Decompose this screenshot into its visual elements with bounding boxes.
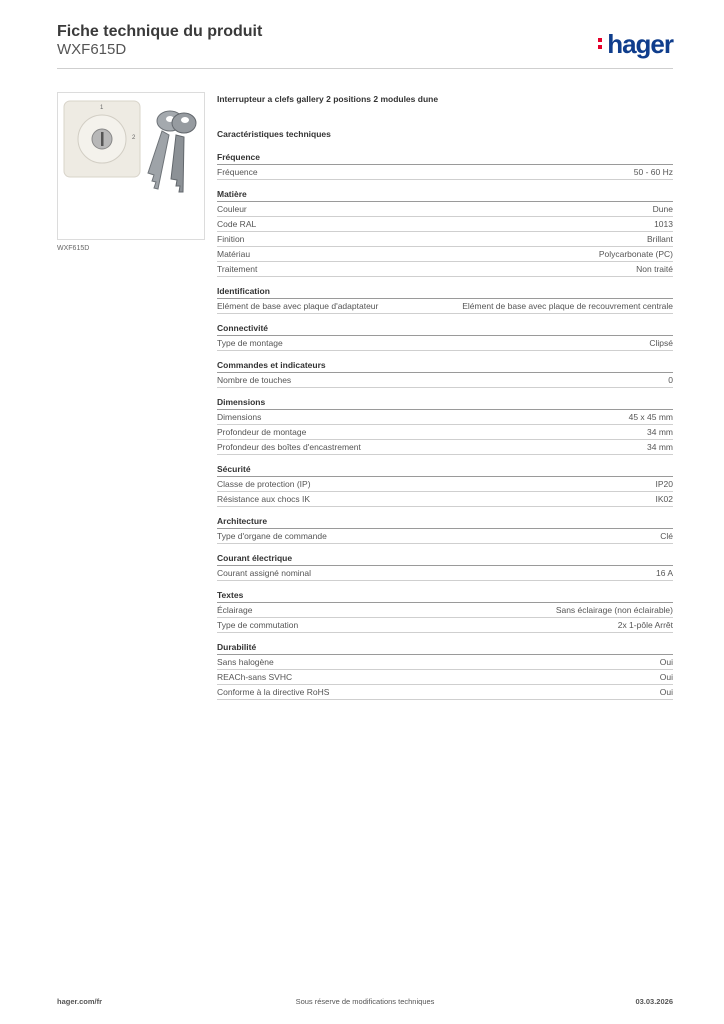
- spec-row: [217, 262, 673, 277]
- spec-label: Profondeur des boîtes d'encastrement: [217, 442, 361, 452]
- spec-value: 2x 1-pôle Arrêt: [617, 620, 673, 630]
- spec-section: [217, 515, 673, 544]
- spec-row: [217, 336, 673, 351]
- spec-row: [217, 655, 673, 670]
- spec-section: [217, 641, 673, 700]
- footer-date: 03.03.2026: [635, 997, 673, 1006]
- spec-section: [217, 359, 673, 388]
- spec-row: [217, 440, 673, 455]
- page-header: [57, 22, 673, 69]
- section-title: Textes: [217, 589, 673, 603]
- spec-label: Dimensions: [217, 412, 262, 422]
- spec-value: 45 x 45 mm: [628, 412, 673, 422]
- spec-label: Sans halogène: [217, 657, 274, 667]
- spec-label: Nombre de touches: [217, 375, 292, 385]
- spec-row: [217, 618, 673, 633]
- spec-row: [217, 165, 673, 180]
- spec-row: [217, 670, 673, 685]
- footer-website[interactable]: hager.com/fr: [57, 997, 103, 1006]
- section-title: Matière: [217, 188, 673, 202]
- spec-row: [217, 477, 673, 492]
- second-key-icon: [171, 113, 196, 192]
- spec-label: Traitement: [217, 264, 258, 274]
- spec-row: [217, 247, 673, 262]
- spec-value: Oui: [659, 657, 673, 667]
- tech-characteristics-title: Caractéristiques techniques: [217, 129, 331, 139]
- spec-label: Finition: [217, 234, 245, 244]
- product-name: Interrupteur a clefs gallery 2 positions 2 modules dune: [217, 94, 439, 104]
- spec-label: Couleur: [217, 204, 247, 214]
- spec-label: Type de commutation: [217, 620, 299, 630]
- section-title: Sécurité: [217, 463, 673, 477]
- section-title: Fréquence: [217, 151, 673, 165]
- section-title: Architecture: [217, 515, 673, 529]
- spec-value: Sans éclairage (non éclairable): [555, 605, 673, 615]
- spec-section: [217, 285, 673, 314]
- spec-value: Dune: [652, 204, 673, 214]
- spec-row: [217, 566, 673, 581]
- spec-label: Éclairage: [217, 605, 253, 615]
- section-title: Identification: [217, 285, 673, 299]
- spec-value: Non traité: [636, 264, 673, 274]
- spec-label: Type d'organe de commande: [217, 531, 327, 541]
- spec-section: [217, 552, 673, 581]
- spec-row: [217, 685, 673, 700]
- spec-label: Courant assigné nominal: [217, 568, 312, 578]
- footer-disclaimer: Sous réserve de modifications techniques: [295, 997, 435, 1006]
- spec-value: 34 mm: [647, 427, 673, 437]
- spec-row: [217, 232, 673, 247]
- spec-content: [217, 94, 673, 700]
- spec-label: Matériau: [217, 249, 251, 259]
- spec-row: [217, 529, 673, 544]
- spec-section: [217, 322, 673, 351]
- spec-value: Clé: [660, 531, 673, 541]
- spec-value: Oui: [659, 672, 673, 682]
- spec-value: 50 - 60 Hz: [633, 167, 673, 177]
- section-title: Courant électrique: [217, 552, 673, 566]
- spec-row: [217, 492, 673, 507]
- spec-value: Polycarbonate (PC): [598, 249, 673, 259]
- spec-value: 34 mm: [647, 442, 673, 452]
- document-title: Fiche technique du produit: [57, 23, 263, 40]
- spec-row: [217, 425, 673, 440]
- section-title: Durabilité: [217, 641, 673, 655]
- spec-row: [217, 217, 673, 232]
- spec-row: [217, 202, 673, 217]
- spec-label: Résistance aux chocs IK: [217, 494, 311, 504]
- spec-label: Conforme à la directive RoHS: [217, 687, 330, 697]
- spec-row: [217, 299, 673, 314]
- position-label-2: 2: [132, 135, 136, 141]
- spec-label: Type de montage: [217, 338, 283, 348]
- spec-section: [217, 188, 673, 277]
- logo-dots-icon: [598, 38, 603, 52]
- spec-label: Code RAL: [217, 219, 257, 229]
- spec-value: 1013: [654, 219, 673, 229]
- spec-label: REACh-sans SVHC: [217, 672, 293, 682]
- spec-value: Brillant: [647, 234, 673, 244]
- position-label-1: 1: [100, 105, 104, 111]
- spec-label: Profondeur de montage: [217, 427, 307, 437]
- spec-label: Elément de base avec plaque d'adaptateur: [217, 301, 379, 311]
- spec-value: Oui: [659, 687, 673, 697]
- image-caption: WXF615D: [57, 245, 90, 252]
- spec-label: Classe de protection (IP): [217, 479, 311, 489]
- spec-value: 0: [668, 375, 673, 385]
- section-title: Connectivité: [217, 322, 673, 336]
- logo-text: hager: [607, 29, 673, 59]
- spec-row: [217, 373, 673, 388]
- spec-row: [217, 603, 673, 618]
- spec-value: IP20: [655, 479, 673, 489]
- spec-sections: [217, 151, 673, 700]
- spec-section: [217, 396, 673, 455]
- hager-logo: [607, 29, 673, 60]
- spec-value: 16 A: [655, 568, 673, 578]
- spec-value: Elément de base avec plaque de recouvrement centrale: [462, 301, 673, 311]
- spec-value: Clipsé: [649, 338, 673, 348]
- spec-section: [217, 463, 673, 507]
- spec-label: Fréquence: [217, 167, 258, 177]
- product-reference: WXF615D: [57, 41, 127, 58]
- spec-section: [217, 151, 673, 180]
- section-title: Dimensions: [217, 396, 673, 410]
- key-switch-illustration: [58, 93, 204, 239]
- product-image: [57, 92, 205, 240]
- section-title: Commandes et indicateurs: [217, 359, 673, 373]
- spec-row: [217, 410, 673, 425]
- spec-section: [217, 589, 673, 633]
- spec-value: IK02: [655, 494, 673, 504]
